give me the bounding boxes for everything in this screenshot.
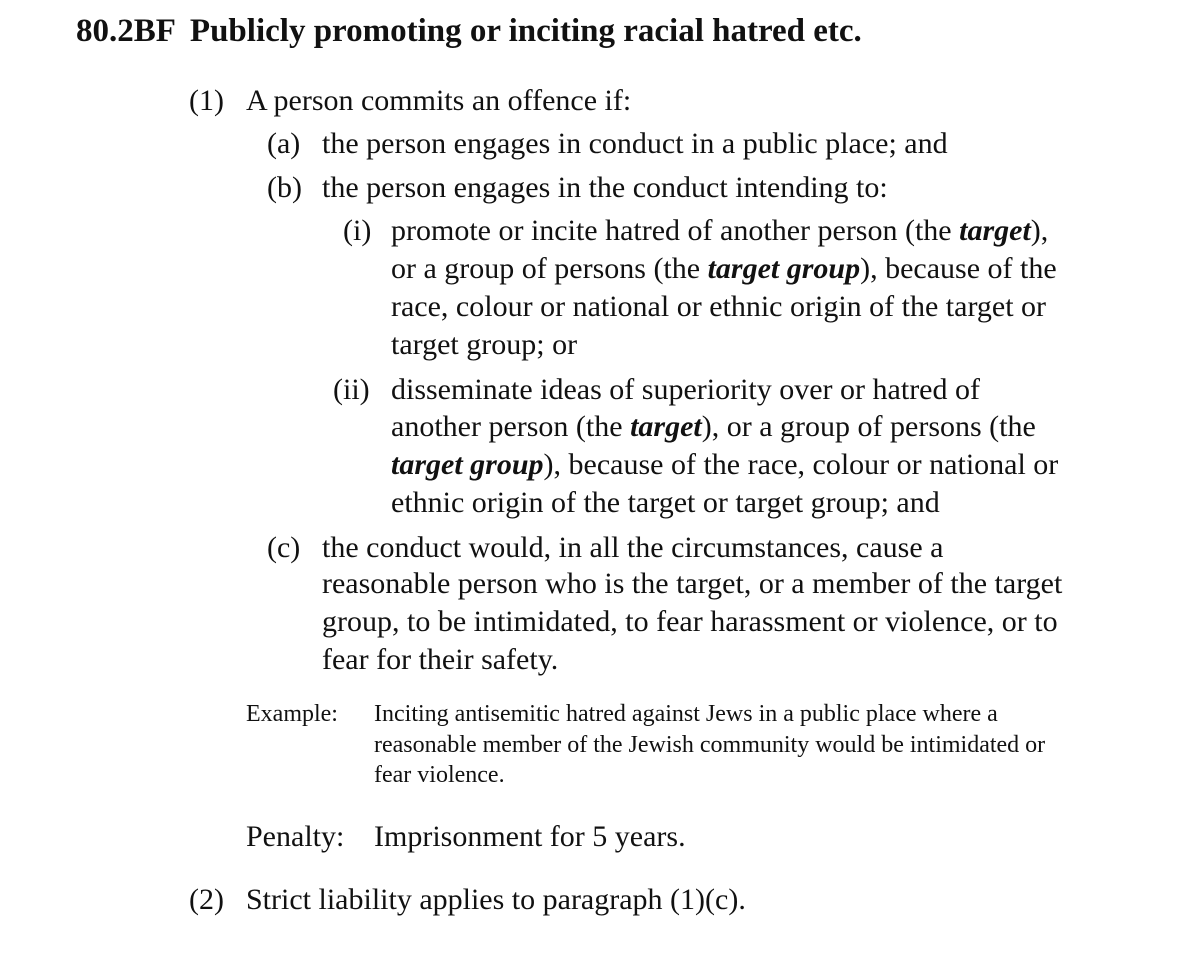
subsection-2-text: Strict liability applies to paragraph (1)(c). [246, 883, 746, 916]
paragraph-c-line-1: the conduct would, in all the circumstances, cause a [322, 531, 944, 564]
paragraph-b-text: the person engages in the conduct intending to: [322, 171, 888, 204]
defined-term: target group [391, 448, 544, 481]
subparagraph-ii-line-2: another person (the target), or a group of persons (the [391, 410, 1036, 443]
subparagraph-i-line-1: promote or incite hatred of another person (the target), [391, 214, 1049, 247]
defined-term: target [959, 214, 1031, 247]
paragraph-c-line-4: fear for their safety. [322, 643, 559, 676]
section-heading [76, 13, 862, 50]
example-line-2: reasonable member of the Jewish community would be intimidated or [374, 732, 1046, 758]
defined-term: target [630, 410, 702, 443]
subparagraph-ii-line-3: target group), because of the race, colour or national or [391, 448, 1059, 481]
example-label: Example: [246, 701, 338, 727]
subparagraph-ii-line-1: disseminate ideas of superiority over or hatred of [391, 373, 980, 406]
section-number: 80.2BF [76, 13, 176, 49]
example-line-3: fear violence. [374, 762, 505, 788]
subparagraph-i-line-4: target group; or [391, 328, 578, 361]
subparagraph-i-line-2: or a group of persons (the target group), because of the [391, 252, 1057, 285]
subsection-1-label: (1) [189, 84, 224, 117]
paragraph-a-text: the person engages in conduct in a public place; and [322, 127, 948, 160]
paragraph-c-line-2: reasonable person who is the target, or a member of the target [322, 567, 1063, 600]
subsection-2-label: (2) [189, 883, 224, 916]
penalty-label: Penalty: [246, 820, 345, 853]
penalty-text: Imprisonment for 5 years. [374, 820, 686, 853]
paragraph-a-label: (a) [267, 127, 301, 160]
subparagraph-i-label: (i) [343, 214, 372, 247]
section-title: Publicly promoting or inciting racial hatred etc. [189, 13, 862, 49]
subsection-1-intro: A person commits an offence if: [246, 84, 632, 117]
defined-term: target group [707, 252, 861, 285]
paragraph-c-line-3: group, to be intimidated, to fear harassment or violence, or to [322, 605, 1058, 638]
paragraph-b-label: (b) [267, 171, 302, 204]
subparagraph-ii-label: (ii) [333, 373, 370, 406]
example-line-1: Inciting antisemitic hatred against Jews in a public place where a [374, 701, 998, 727]
subparagraph-ii-line-4: ethnic origin of the target or target group; and [391, 486, 940, 519]
subparagraph-i-line-3: race, colour or national or ethnic origin of the target or [391, 290, 1047, 323]
paragraph-c-label: (c) [267, 531, 301, 564]
